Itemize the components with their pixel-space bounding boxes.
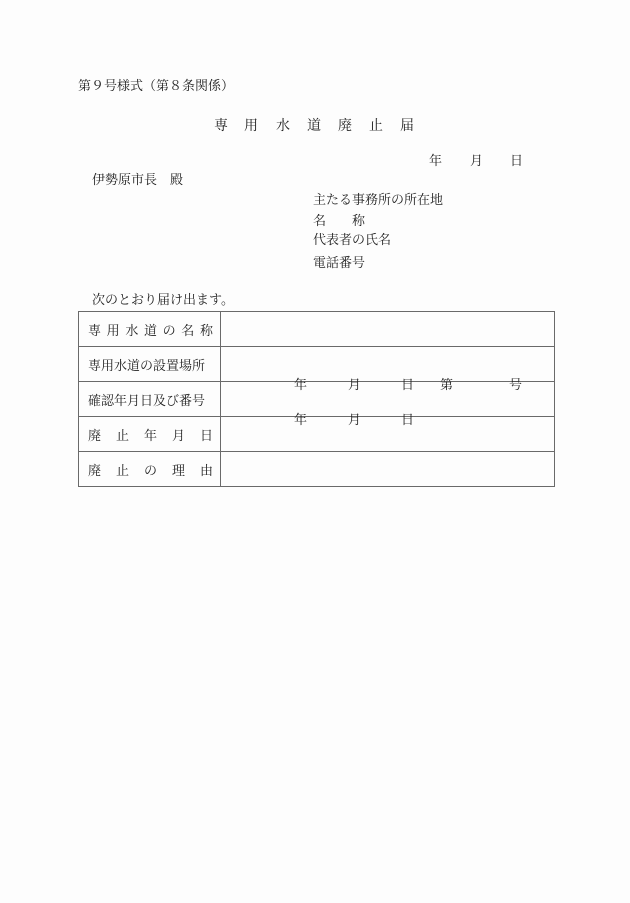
abolition-reason-field[interactable]: [221, 452, 555, 487]
table-row: [79, 382, 555, 417]
waterworks-name-field[interactable]: [221, 312, 555, 347]
abolition-date-label: 廃 止 年 月 日: [79, 417, 221, 452]
table-row: [79, 417, 555, 452]
office-address-label: 主たる事務所の所在地: [313, 193, 444, 208]
representative-label: 代表者の氏名: [313, 233, 392, 248]
waterworks-name-label: 専 用 水 道 の 名 称: [79, 312, 221, 347]
phone-label: 電話番号: [313, 256, 366, 271]
date-day: 日: [510, 154, 524, 169]
installation-location-field[interactable]: [221, 347, 555, 382]
table-row: [79, 312, 555, 347]
addressee: 伊勢原市長 殿: [92, 173, 184, 188]
application-table: [78, 311, 555, 487]
confirmation-date-number-field[interactable]: 年 月 日 第 号: [221, 382, 555, 417]
confirmation-date-number-label: 確認年月日及び番号: [79, 382, 221, 417]
abolition-date-field[interactable]: 年 月 日: [221, 417, 555, 452]
abolition-reason-label: 廃 止 の 理 由: [79, 452, 221, 487]
date-month: 月: [470, 154, 484, 169]
intro-text: 次のとおり届け出ます。: [92, 293, 234, 308]
date-year: 年: [429, 154, 443, 169]
name-label: 名 称: [313, 214, 366, 229]
installation-location-label: 専用水道の設置場所: [79, 347, 221, 382]
form-number: 第９号様式（第８条関係）: [78, 79, 235, 94]
table-row: [79, 347, 555, 382]
table-row: [79, 452, 555, 487]
